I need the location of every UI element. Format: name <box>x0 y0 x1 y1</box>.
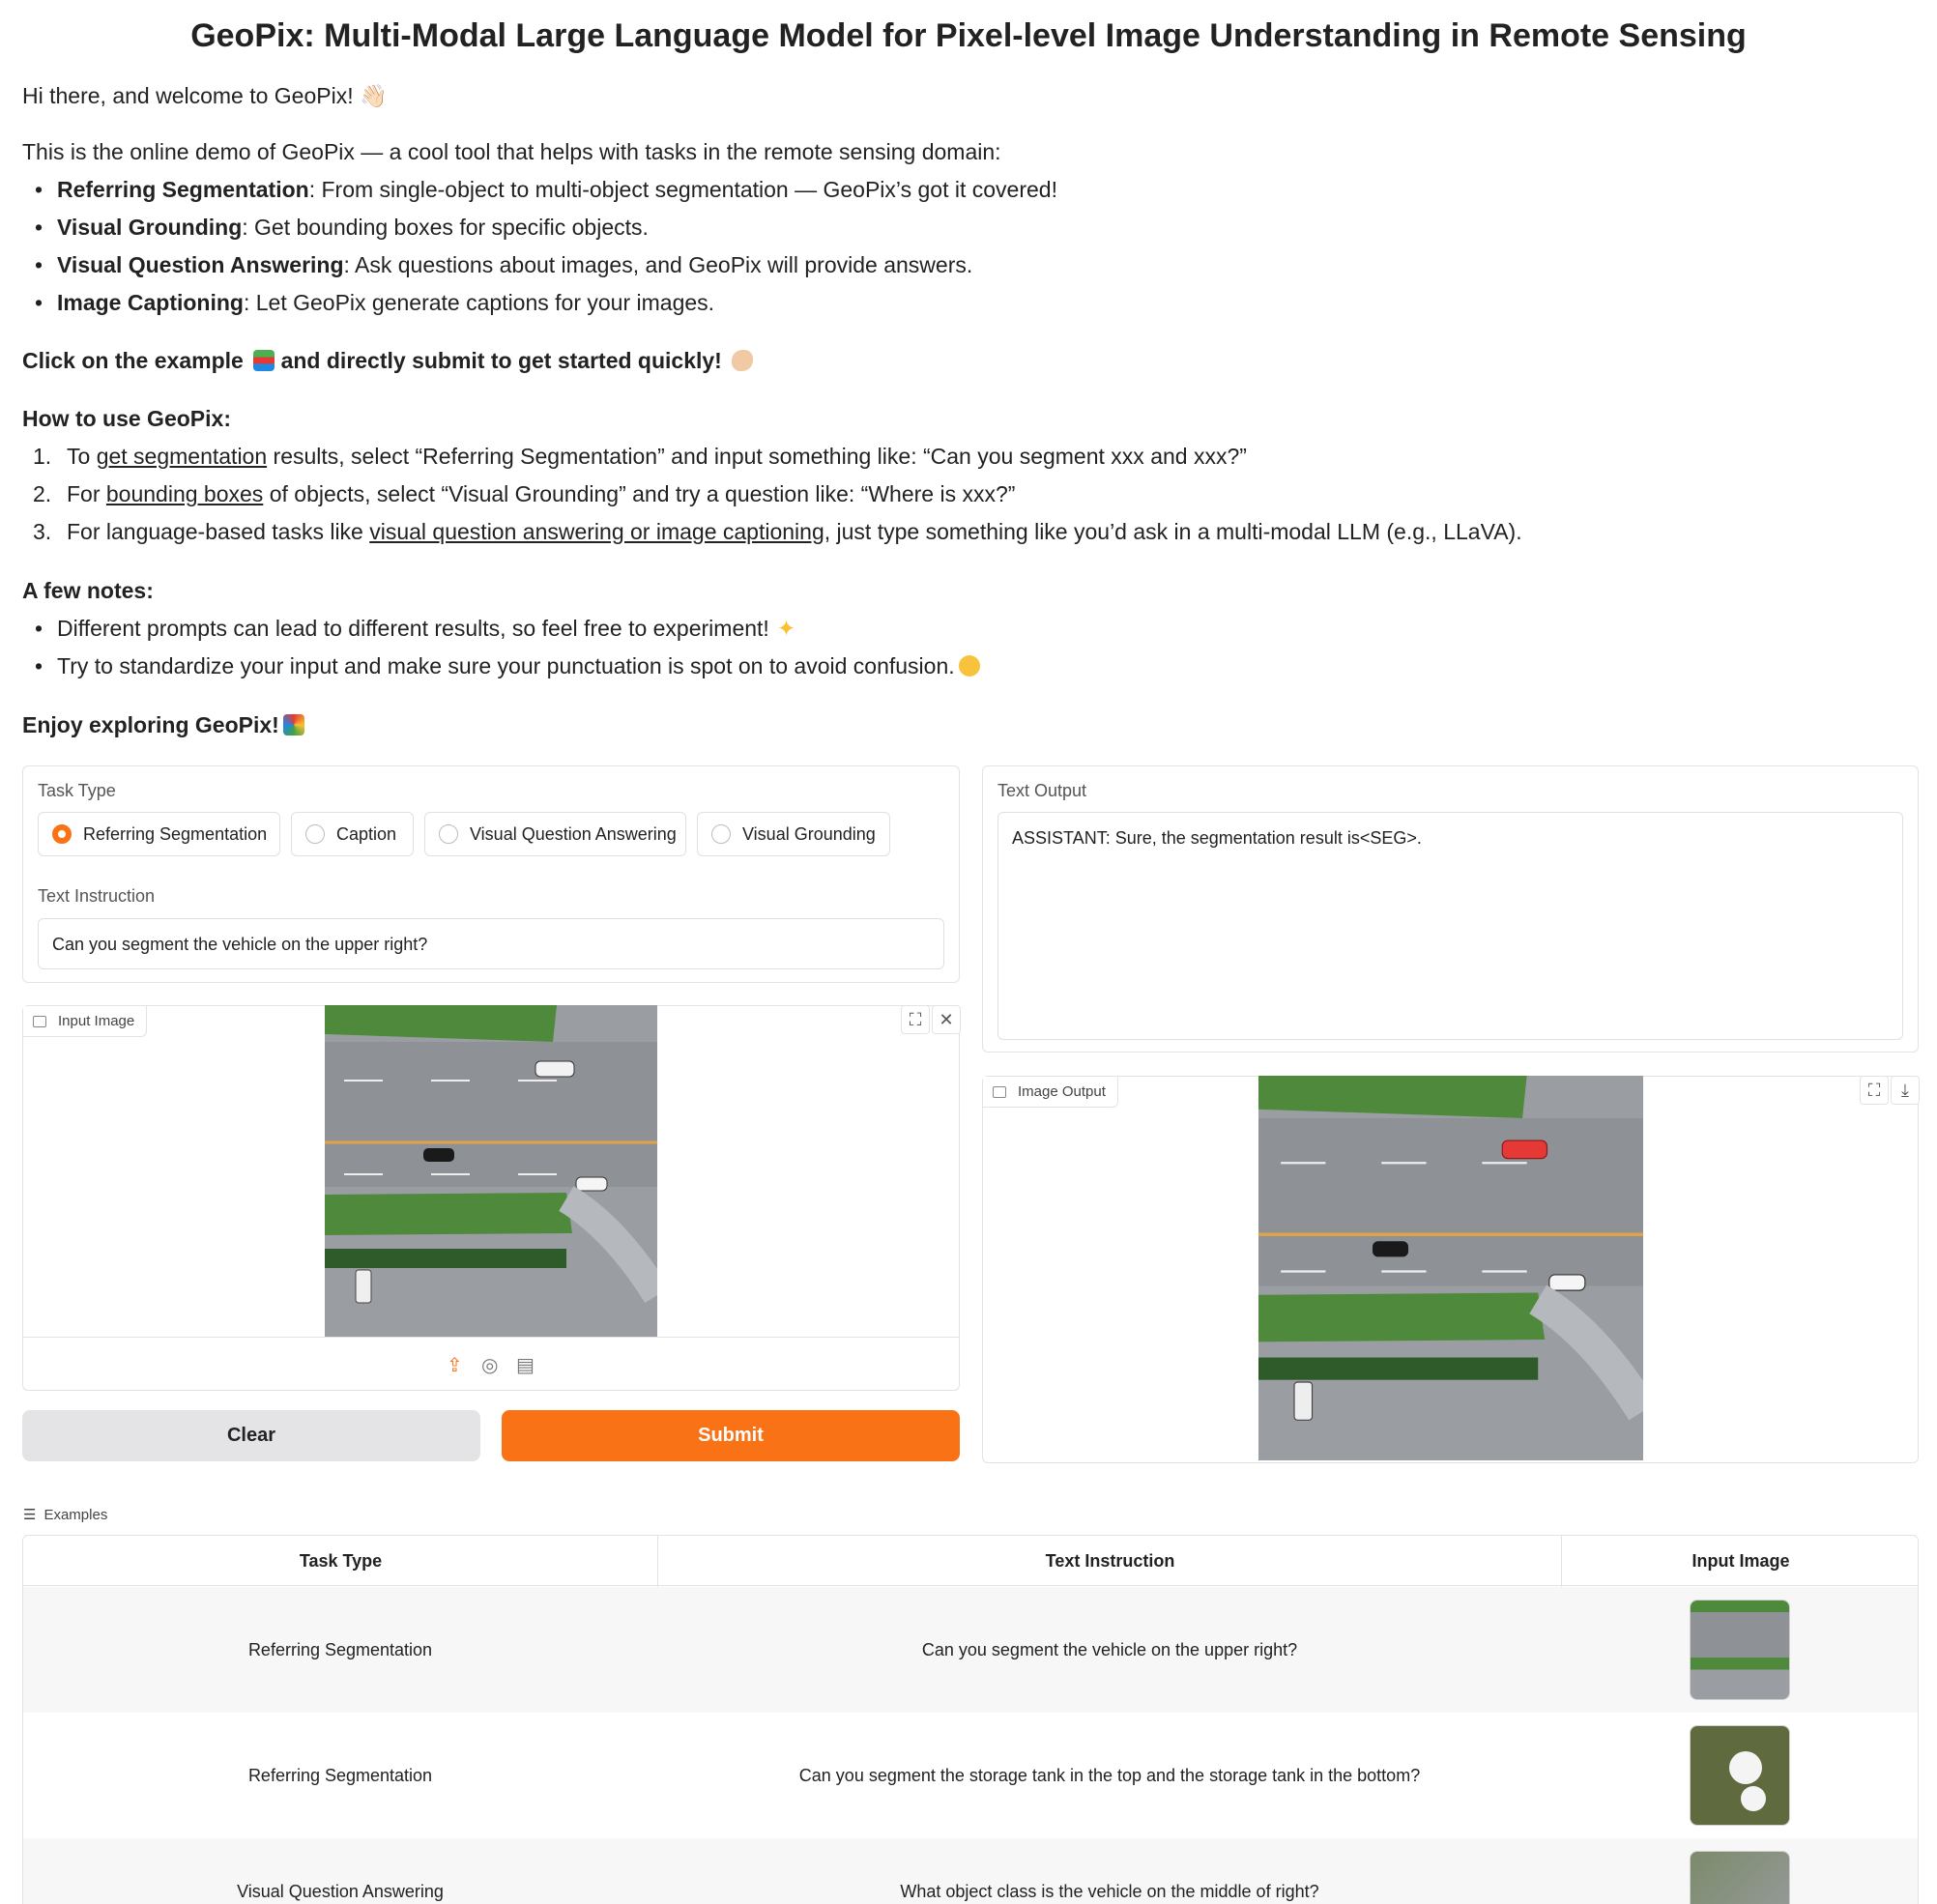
radio-dot <box>711 824 731 844</box>
howto-step: To get segmentation results, select “Referring Segmentation” and input something like: “Can you segment xxx and xxx?” <box>67 444 1247 469</box>
submit-button[interactable]: Submit <box>502 1410 960 1461</box>
fullscreen-icon[interactable]: ⛶ <box>1860 1076 1889 1105</box>
fullscreen-icon[interactable]: ⛶ <box>901 1005 930 1034</box>
radio-dot <box>305 824 325 844</box>
clear-button[interactable]: Clear <box>22 1410 480 1461</box>
image-icon <box>993 1086 1006 1098</box>
radio-caption[interactable]: Caption <box>291 812 414 856</box>
examples-label: ☰ Examples <box>23 1506 108 1523</box>
step-number: 1. <box>33 444 52 469</box>
bullet-dot: • <box>35 215 43 240</box>
example-thumbnail[interactable] <box>1690 1725 1790 1826</box>
cta-text: Click on the example and directly submit to get started quickly! <box>22 346 753 375</box>
thinking-face-icon <box>959 655 980 677</box>
flexed-arm-icon <box>732 350 753 371</box>
bullet-dot: • <box>35 290 43 315</box>
example-instruction-cell[interactable]: Can you segment the vehicle on the upper right? <box>921 1639 1298 1659</box>
howto-step: For bounding boxes of objects, select “Visual Grounding” and try a question like: “Where is xxx?” <box>67 481 1016 506</box>
howto-title: How to use GeoPix: <box>22 406 231 431</box>
step-number: 2. <box>33 481 52 506</box>
example-instruction-cell[interactable]: Can you segment the storage tank in the top and the storage tank in the bottom? <box>798 1765 1421 1785</box>
column-header: Task Type <box>299 1550 383 1571</box>
intro-lead: This is the online demo of GeoPix — a cool tool that helps with tasks in the remote sensing domain: <box>22 139 1001 164</box>
image-toolbar-divider <box>23 1337 959 1338</box>
notes-title: A few notes: <box>22 578 154 603</box>
note-item: Different prompts can lead to different results, so feel free to experiment! ✦ <box>57 616 796 641</box>
sparkles-icon: ✦ <box>776 616 796 641</box>
bullet-dot: • <box>35 653 43 678</box>
image-icon <box>33 1016 46 1027</box>
task-type-label: Task Type <box>38 781 116 800</box>
feature-item: Referring Segmentation: From single-object to multi-object segmentation — GeoPix’s got it covered! <box>57 177 1057 202</box>
party-popper-icon <box>283 714 304 736</box>
books-icon <box>253 350 275 371</box>
clipboard-icon[interactable]: ▤ <box>516 1355 535 1376</box>
bullet-dot: • <box>35 177 43 202</box>
webcam-icon[interactable]: ◎ <box>481 1355 499 1376</box>
upload-icon[interactable]: ⇪ <box>447 1355 463 1376</box>
input-image-tag: Input Image <box>23 1006 147 1037</box>
example-task-cell[interactable]: Referring Segmentation <box>247 1765 433 1785</box>
storage-tank-shape <box>1729 1751 1762 1784</box>
text-output-label: Text Output <box>997 781 1087 800</box>
example-thumbnail[interactable] <box>1690 1600 1790 1700</box>
radio-dot <box>439 824 458 844</box>
instruction-label: Text Instruction <box>38 886 156 906</box>
text-output-box: ASSISTANT: Sure, the segmentation result is<SEG>. <box>997 812 1903 1040</box>
example-task-cell[interactable]: Referring Segmentation <box>247 1639 433 1659</box>
howto-link: bounding boxes <box>105 481 264 506</box>
list-icon: ☰ <box>23 1507 37 1523</box>
howto-step: For language-based tasks like visual question answering or image captioning, just type something like you’d ask in a multi-modal LLM (e.g., LLaVA). <box>67 519 1522 544</box>
radio-visual-grounding[interactable]: Visual Grounding <box>697 812 890 856</box>
note-item: Try to standardize your input and make sure your punctuation is spot on to avoid confusion. <box>57 651 980 680</box>
column-header: Text Instruction <box>1045 1550 1175 1571</box>
feature-item: Visual Grounding: Get bounding boxes for specific objects. <box>57 215 649 240</box>
page-title: GeoPix: Multi-Modal Large Language Model for Pixel-level Image Understanding in Remote Sensing <box>190 17 1747 54</box>
welcome-text: Hi there, and welcome to GeoPix! 👋🏻 <box>22 83 388 108</box>
step-number: 3. <box>33 519 52 544</box>
input-image <box>325 1005 657 1338</box>
radio-visual-question-answering[interactable]: Visual Question Answering <box>424 812 686 856</box>
storage-tank-shape <box>1741 1786 1766 1811</box>
column-header: Input Image <box>1691 1550 1790 1571</box>
download-icon[interactable]: ⤓ <box>1891 1076 1920 1105</box>
output-image <box>1258 1076 1643 1460</box>
feature-item: Image Captioning: Let GeoPix generate captions for your images. <box>57 290 715 315</box>
bullet-dot: • <box>35 616 43 641</box>
instruction-input[interactable]: Can you segment the vehicle on the upper right? <box>38 918 944 969</box>
howto-link: visual question answering or image captioning <box>369 519 824 544</box>
howto-link: get segmentation <box>96 444 268 469</box>
feature-item: Visual Question Answering: Ask questions about images, and GeoPix will provide answers. <box>57 252 973 277</box>
radio-dot <box>52 824 72 844</box>
example-thumbnail[interactable] <box>1690 1851 1790 1904</box>
example-instruction-cell[interactable]: What object class is the vehicle on the middle of right? <box>900 1881 1319 1901</box>
close-icon[interactable]: ✕ <box>932 1005 961 1034</box>
enjoy-text: Enjoy exploring GeoPix! <box>22 710 304 739</box>
image-output-tag: Image Output <box>983 1077 1118 1108</box>
example-task-cell[interactable]: Visual Question Answering <box>237 1881 444 1901</box>
examples-table <box>22 1535 1919 1904</box>
radio-referring-segmentation[interactable]: Referring Segmentation <box>38 812 280 856</box>
bullet-dot: • <box>35 252 43 277</box>
